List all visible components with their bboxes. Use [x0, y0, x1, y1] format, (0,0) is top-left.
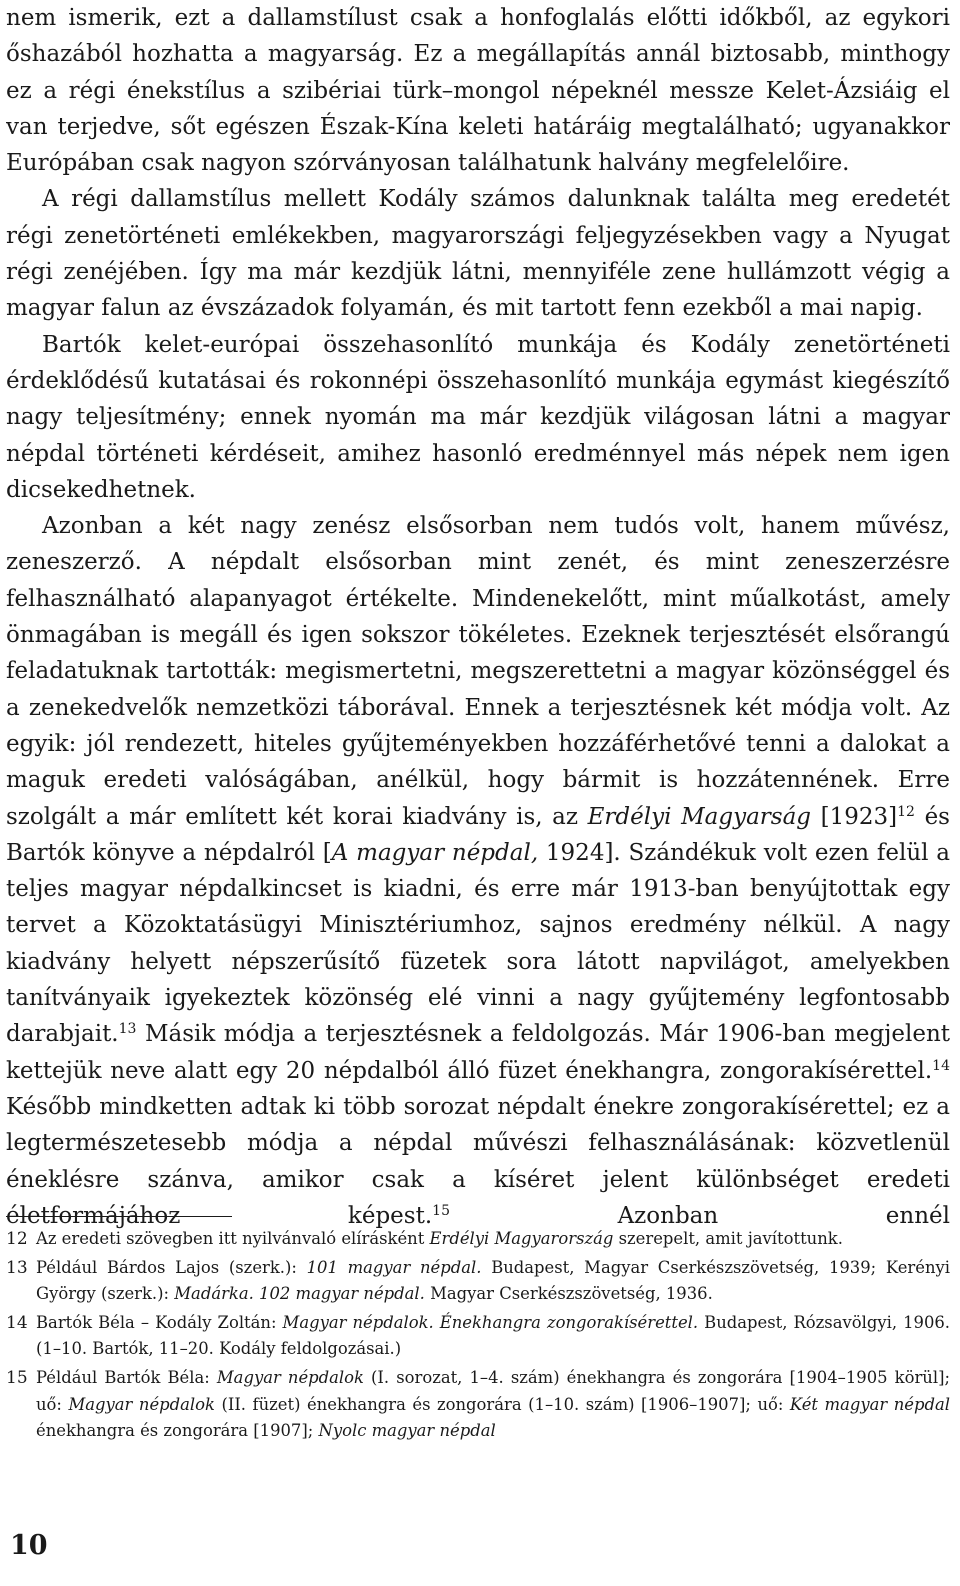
- footnote-15: [6, 1365, 950, 1445]
- book-page: [6, 0, 950, 1586]
- footnote-italic: Magyar népdalok: [216, 1367, 364, 1387]
- paragraph-1: nem ismerik, ezt a dallamstílust csak a honfoglalás előtti időkből, az egykori őshazából hozhatta a magyarság. Ez a megállapítás annál biztosabb, minthogy ez a régi énekstílus a szibériai türk–mongol népeknél messze Kelet-Ázsiáig el van terjedve, sőt egészen Észak-Kína keleti határáig megtalálható; ugyanakkor Európában csak nagyon szórványosan találhatunk halvány megfelelőire.: [6, 5, 950, 177]
- footnote-divider: [6, 1216, 232, 1217]
- footnote-number: 14: [6, 1312, 28, 1333]
- footnote-number: 13: [6, 1257, 28, 1278]
- footnote-italic: Erdélyi Magyarország: [429, 1229, 614, 1248]
- paragraph-4-text: Másik módja a terjesztésnek a feldolgozás. Már 1906-ban megjelent kettejük neve alatt egy 20 népdalból álló füzet énekhangra, zongorakísérettel.: [6, 1021, 950, 1084]
- paragraph-4-text: és Bartók könyve a népdalról [: [6, 803, 950, 866]
- footnote-segment: Például Bartók Béla:: [36, 1367, 217, 1387]
- footnote-italic: Madárka. 102 magyar népdal.: [174, 1284, 425, 1304]
- footnote-italic: Magyar népdalok: [68, 1394, 215, 1414]
- footnote-text: [36, 1310, 950, 1363]
- footnote-segment: Budapest, Magyar Cserkészszövetség, 1939; Kerényi György (szerk.):: [36, 1257, 950, 1304]
- paragraph-4-text: Később mindketten adtak ki több sorozat népdalt énekre zongorakísérettel; ez a legtermészetesebb módja a népdal művészi felhasználásának: közvetlenül éneklésre szánva, amikor csak a kíséret jelent különbséget eredeti életformájához képest.: [6, 1093, 950, 1229]
- footnote-ref-12[interactable]: 12: [897, 803, 915, 820]
- paragraph-4-text: Azonban a két nagy zenész elsősorban nem tudós volt, hanem művész, zeneszerző. A népdalt elsősorban mint zenét, és mint zeneszerzésre felhasználható alapanyagot értékelte. Mindenekelőtt, mint műalkotást, amely önmagában is megáll és igen sokszor tökéletes. Ezeknek terjesztését elsőrangú feladatuknak tartották: megismertetni, megszerettetni a magyar közönséggel és a zenekedvelők nemzetközi táborával. Ennek a terjesztésnek két módja volt. Az egyik: jól rendezett, hiteles gyűjteményekben hozzáférhetővé tenni a dalokat a maguk eredeti valóságában, anélkül, hogy bármit is hozzátennének. Erre szolgált a már említett két korai kiadvány is, az: [6, 513, 950, 830]
- footnote-ref-13[interactable]: 13: [118, 1021, 137, 1038]
- footnote-segment: Az eredeti szövegben itt nyilvánvaló elírásként: [36, 1229, 430, 1248]
- footnote-segment: énekhangra és zongorára [1907];: [36, 1421, 319, 1441]
- paragraph-4-text: [1923]: [811, 803, 898, 830]
- footnote-ref-14[interactable]: 14: [932, 1057, 950, 1074]
- footnote-segment: Bartók Béla – Kodály Zoltán:: [36, 1312, 283, 1332]
- paragraph-2: A régi dallamstílus mellett Kodály számos dalunknak találta meg eredetét régi zenetörténeti emlékekben, magyarországi feljegyzésekben vagy a Nyugat régi zenéjében. Így ma már kezdjük látni, mennyiféle zene hullámzott végig a magyar falun az évszázadok folyamán, és mit tartott fenn ezekből a mai napig.: [6, 186, 950, 322]
- footnote-italic: Nyolc magyar népdal: [318, 1421, 496, 1441]
- footnote-text: [36, 1226, 950, 1253]
- title-erdelyi-magyarsag: Erdélyi Magyarság: [587, 803, 812, 830]
- paragraph-4-text: 1924]. Szándékuk volt ezen felül a teljes magyar népdalkincset is kiadni, és erre már 1913-ban benyújtottak egy tervet a Közoktatásügyi Minisztériumhoz, sajnos eredmény nélkül. A nagy kiadvány helyett népszerűsítő füzetek sora látott napvilágot, amelyekben tanítványaik igyekeztek közönség elé vinni a nagy gyűjtemény legfontosabb darabjait.: [6, 839, 950, 1048]
- paragraph-4: [6, 508, 950, 1234]
- footnote-13: [6, 1255, 950, 1308]
- paragraph-4-text: Azonban ennél: [449, 1202, 950, 1229]
- title-a-magyar-nepdal: A magyar népdal,: [331, 839, 539, 866]
- footnote-segment: Például Bárdos Lajos (szerk.):: [36, 1257, 307, 1277]
- footnote-italic: Két magyar népdal: [789, 1394, 950, 1414]
- footnote-14: [6, 1310, 950, 1363]
- footnote-number: 12: [6, 1229, 28, 1249]
- footnote-segment: szerepelt, amit javítottunk.: [613, 1229, 843, 1248]
- footnote-segment: (II. füzet) énekhangra és zongorára (1–10. szám) [1906–1907]; uő:: [214, 1394, 790, 1414]
- footnote-ref-15[interactable]: 15: [432, 1202, 450, 1219]
- footnote-12: [6, 1226, 950, 1253]
- footnote-text: [36, 1365, 950, 1445]
- page-number: 10: [10, 1530, 48, 1561]
- footnote-segment: Budapest, Rózsavölgyi, 1906. (1–10. Bartók, 11–20. Kodály feldolgozásai.): [36, 1312, 950, 1359]
- footnote-segment: Magyar Cserkészszövetség, 1936.: [424, 1284, 713, 1304]
- footnotes: [6, 1226, 950, 1447]
- footnote-segment: (I. sorozat, 1–4. szám) énekhangra és zongorára [1904–1905 körül]; uő:: [36, 1367, 950, 1414]
- footnote-italic: Magyar népdalok. Énekhangra zongorakísérettel.: [282, 1312, 699, 1332]
- paragraph-3: Bartók kelet-európai összehasonlító munkája és Kodály zenetörténeti érdeklődésű kutatásai és rokonnépi összehasonlító munkája egymást kiegészítő nagy teljesítmény; ennek nyomán ma már kezdjük világosan látni a magyar népdal történeti kérdéseit, amihez hasonló eredménnyel más népek nem igen dicsekedhetnek.: [6, 331, 950, 503]
- footnote-italic: 101 magyar népdal.: [306, 1257, 482, 1277]
- footnote-text: [36, 1255, 950, 1308]
- body-text: [6, 0, 950, 1234]
- footnote-number: 15: [6, 1367, 28, 1388]
